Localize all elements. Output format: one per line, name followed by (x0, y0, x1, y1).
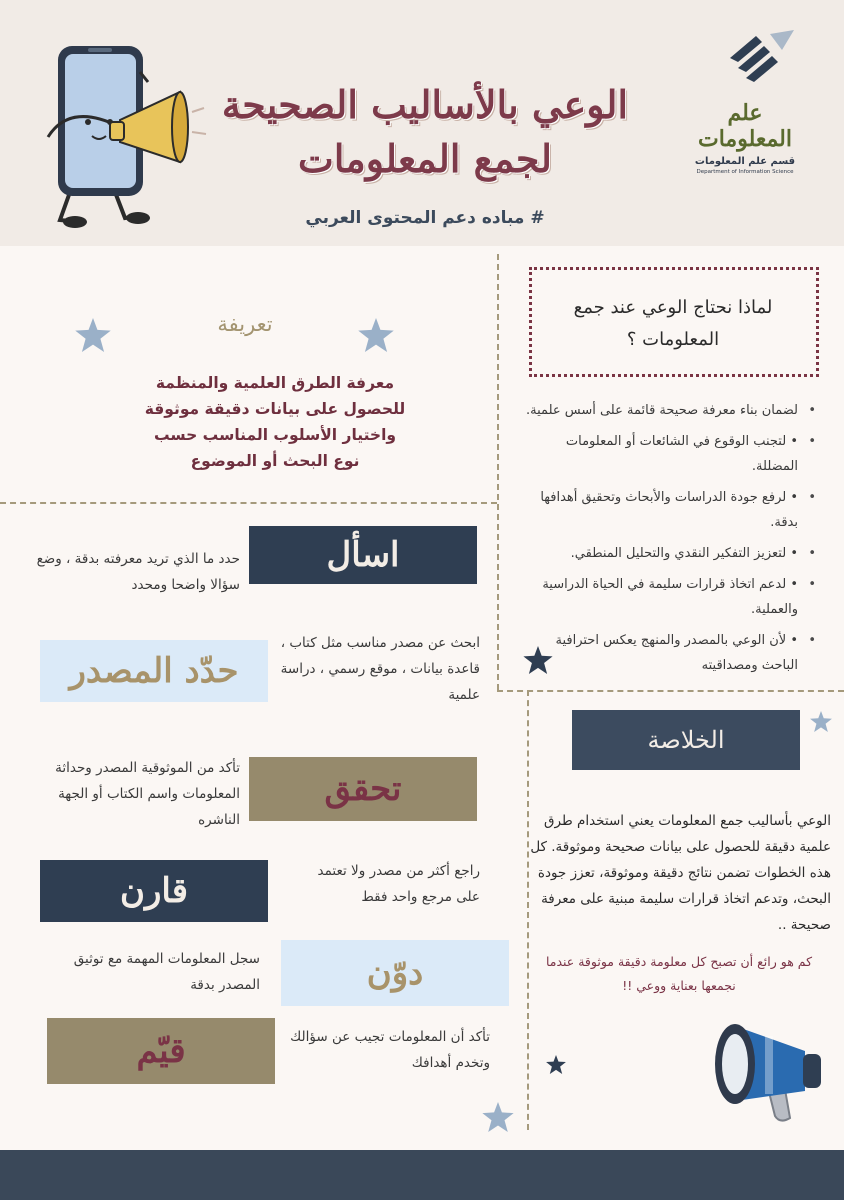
logo-arabic-title: علم المعلومات (698, 100, 792, 152)
department-logo-icon (718, 28, 798, 92)
list-item: • لضمان بناء معرفة صحيحة قائمة على أسس علمية. (526, 398, 818, 423)
step-ask-desc: حدد ما الذي تريد معرفته بدقة ، وضع سؤالا واضحا ومحدد (36, 551, 240, 593)
definition-title: تعريفة (217, 312, 273, 336)
summary-body: الوعي بأساليب جمع المعلومات يعني استخدام طرق علمية دقيقة للحصول على بيانات صحيحة وموثوقة. كل هذه الخطوات تضمن نتائج دقيقة وموثوقة، تعزز جودة البحث، وتدعم اتخاذ قرارات سليمة مبنية على معرفة صحيحة .. (530, 813, 831, 933)
list-item: • • لتجنب الوقوع في الشائعات أو المعلومات المضللة. (526, 429, 818, 479)
list-item: • • لتعزيز التفكير النقدي والتحليل المنطقي. (526, 541, 818, 566)
why-question: لماذا نحتاج الوعي عند جمع المعلومات ؟ (573, 297, 773, 350)
title-line-2: لجمع المعلومات (298, 136, 552, 181)
department-logo-text (690, 100, 800, 175)
step-record-desc: سجل المعلومات المهمة مع توثيق المصدر بدقة (73, 951, 260, 993)
footer-band (0, 1150, 844, 1200)
step-ask-label: اسأل (249, 526, 477, 584)
step-evaluate-desc: تأكد أن المعلومات تجيب عن سؤالك وتخدم أهدافك (290, 1029, 490, 1071)
summary-title: الخلاصة (572, 710, 800, 770)
horizontal-divider-right (497, 690, 844, 692)
definition-body: معرفة الطرق العلمية والمنظمة للحصول على بيانات دقيقة موثوقة واختيار الأسلوب المناسب حسب نوع البحث أو الموضوع (144, 374, 406, 470)
list-item: • • لدعم اتخاذ قرارات سليمة في الحياة الدراسية والعملية. (526, 572, 818, 622)
vertical-divider-top (497, 254, 499, 690)
list-item: • • لأن الوعي بالمصدر والمنهج يعكس احترافية الباحث ومصداقيته (526, 628, 818, 678)
logo-arabic-subtitle: قسم علم المعلومات (694, 156, 796, 167)
summary-quote: كم هو رائع أن تصبح كل معلومة دقيقة موثوقة عندما نجمعها بعناية ووعي !! (545, 954, 813, 993)
hashtag-initiative: # مباده دعم المحتوى العربي (305, 208, 545, 228)
step-source-label: حدّد المصدر (40, 640, 268, 702)
why-reasons-list (526, 398, 818, 684)
horizontal-divider-left (0, 502, 497, 504)
step-source-desc: ابحث عن مصدر مناسب مثل كتاب ، قاعدة بيانات ، موقع رسمي ، دراسة علمية (280, 635, 480, 703)
phone-megaphone-illustration (40, 42, 215, 232)
star-icon (810, 711, 832, 732)
star-icon (546, 1055, 566, 1074)
logo-english-subtitle: Department of Information Science (696, 169, 794, 175)
list-item: • • لرفع جودة الدراسات والأبحاث وتحقيق أهدافها بدقة. (526, 485, 818, 535)
title-line-1: الوعي بالأساليب الصحيحة (221, 82, 629, 127)
star-icon (358, 318, 394, 352)
star-icon (482, 1102, 514, 1132)
step-verify-desc: تأكد من الموثوقية المصدر وحداثة المعلومات واسم الكتاب أو الجهة الناشره (55, 760, 240, 828)
step-compare-desc: راجع أكثر من مصدر ولا تعتمد على مرجع واحد فقط (317, 863, 480, 905)
page-title (190, 78, 660, 186)
megaphone-icon (705, 1006, 830, 1130)
step-compare-label: قارن (40, 860, 268, 922)
step-verify-label: تحقق (249, 757, 477, 821)
step-record-label: دوّن (281, 940, 509, 1006)
star-icon (75, 318, 111, 352)
step-evaluate-label: قيّم (47, 1018, 275, 1084)
